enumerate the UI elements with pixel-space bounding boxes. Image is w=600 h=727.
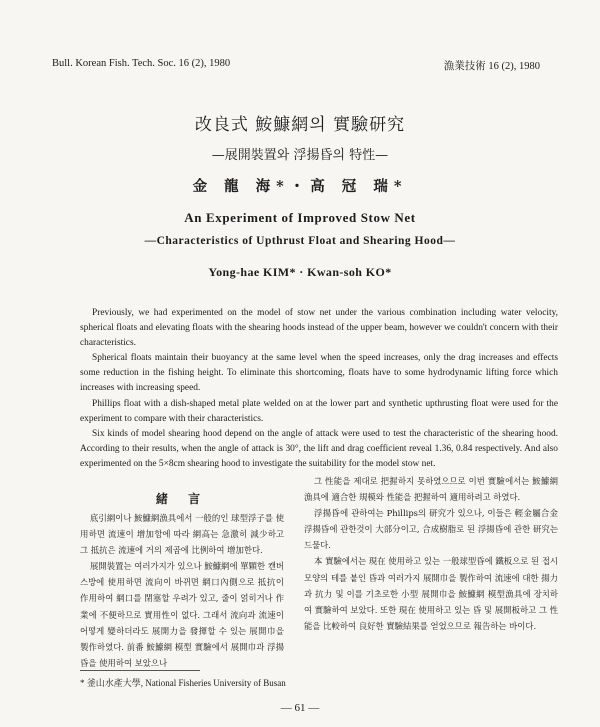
affiliation-footnote: * 釜山水產大學, National Fisheries University of Busan [80,678,286,688]
abstract-paragraph: Previously, we had experimented on the model of stow net under the various combination including water velocity, spherical floats and elevating floats with the shearing hoods instead of the upper beam, however we couldn't concern with their characteristics. [80,308,558,349]
authors-korean: 金 龍 海*・高 冠 瑞* [192,178,408,195]
paper-title-english: An Experiment of Improved Stow Net [184,210,416,225]
paper-subtitle-korean: —展開裝置와 浮揚昏의 特性— [211,148,389,163]
running-header-right: 漁業技術 16 (2), 1980 [443,61,540,72]
body-paragraph: 浮揚昏에 관하여는 Phillips의 研究가 있으나, 이들은 輕金屬合金 浮揚昏에 관한것이 大部分이고, 合成樹脂로 된 浮揚昏에 관한 研究는 드물다. [304,508,558,551]
body-column-right [304,473,558,634]
body-paragraph: 底引網이나 鮟鱇網漁具에서 一般的인 球型浮子를 使用하면 流速이 增加함에 따라 網高는 急激히 減少하고 그 抵抗은 流速에 거의 제곱에 比例하여 增加한다. [80,513,284,556]
abstract [80,306,558,472]
abstract-paragraph: Phillips float with a dish-shaped metal plate welded on at the lower part and synthetic upthrusting float were used for the experiment to compare with their characteristics. [80,398,558,424]
paper-subtitle-english: —Characteristics of Upthrust Float and Shearing Hood— [144,235,456,247]
authors-english: Yong-hae KIM* · Kwan-soh KO* [208,265,392,279]
body-column-left [80,510,284,671]
abstract-paragraph: Six kinds of model shearing hood depend on the angle of attack were used to test the characteristic of the shearing hood. According to their results, when the angle of attack is 30°, the lift and drag coefficient reveal 1.36, 0.84 respectively. And also experimented on the 5×8cm shearing hood to investigate the suitability for the model stow net. [80,428,558,469]
body-paragraph: 展開裝置는 여러가지가 있으나 鮟鱇網에 單顆한 캔버스방에 使用하면 流向이 바뀌면 網口內側으로 抵抗이 作用하여 網口를 閉塞할 우려가 있고, 줄이 얽히거나 作業에 不便하므로 實用性이 없다. 그래서 流向과 流速이 어떻게 變하더라도 展開力을 發揮할 수 있는 展開巾을 製作하였다. 前番 鮟鱇網 模型 實驗에서 展開巾과 浮揚昏을 使用하여 보았으나 [80,561,284,668]
footnote-divider [80,670,200,671]
abstract-paragraph: Spherical floats maintain their buoyancy at the same level when the speed increases, only the drag increases and effects some reduction in the fishing height. To eliminate this shortcoming, floats have to some hydrodynamic lifting force which increases with increasing speed. [80,353,558,394]
running-header-left: Bull. Korean Fish. Tech. Soc. 16 (2), 1980 [52,58,231,69]
body-paragraph: 本 實驗에서는 現在 使用하고 있는 一般球型昏에 鐵板으로 된 접시 모양의 테를 붙인 昏과 여러가지 展開巾을 製作하여 流速에 대한 揚力과 抗力 및 이를 기초로한 小型 展開巾을 鮟鱇網 模型漁具에 장치하여 實驗하여 보았다. 또한 現在 使用하고 있는 昏 및 展開板하고 그 性能을 比較하여 良好한 實驗結果를 얻었으므로 報告하는 바이다. [304,556,558,631]
page-number: — 61 — [280,702,320,714]
body-paragraph: 그 性能을 제대로 把握하지 못하였으므로 이번 實驗에서는 鮟鱇網 漁具에 適合한 規模와 性能을 把握하여 適用하려고 하였다. [304,476,558,503]
section-heading-introduction: 緒 言 [155,492,209,506]
paper-title-korean: 改良式 鮟鱇網의 實驗研究 [194,115,406,135]
